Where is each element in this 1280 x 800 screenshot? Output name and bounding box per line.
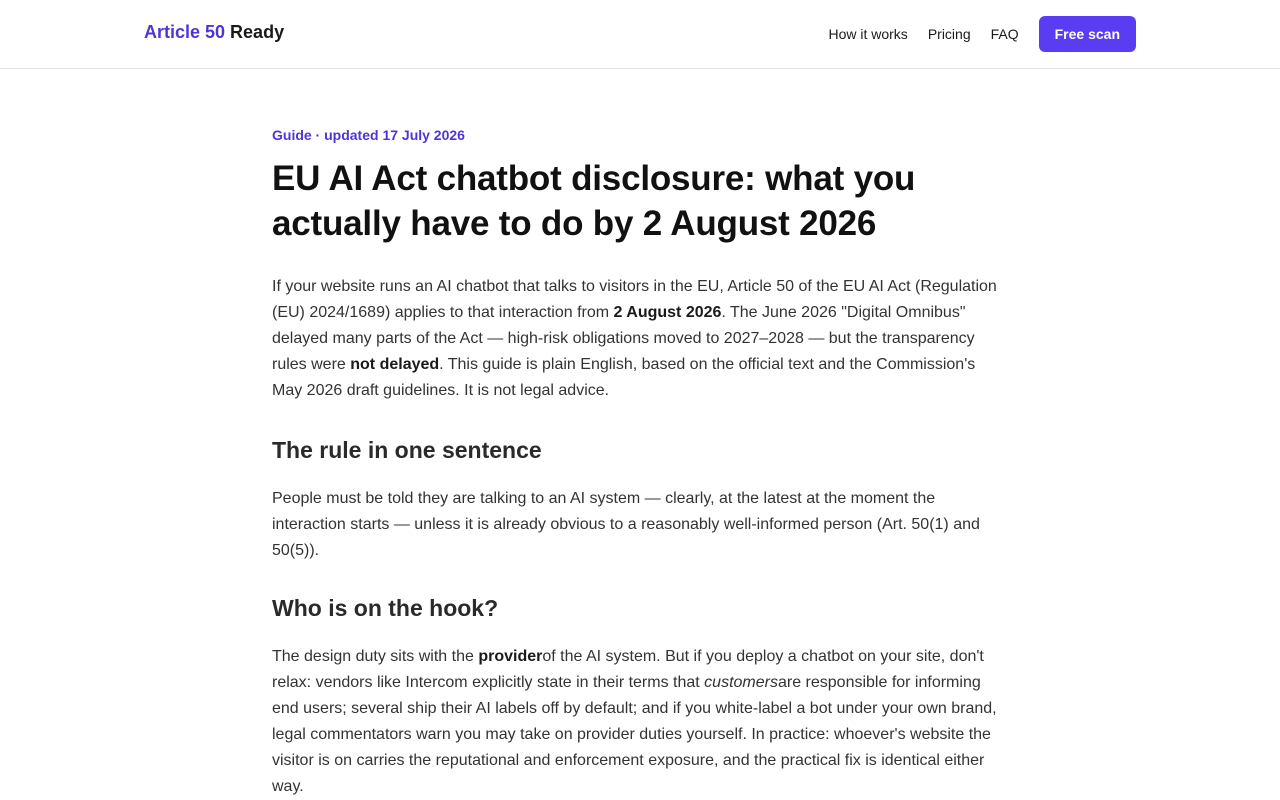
- brand-accent-text: Article 50: [144, 22, 226, 42]
- who-customers-italic: customers: [704, 674, 778, 691]
- nav-link-how-it-works[interactable]: How it works: [828, 26, 908, 42]
- intro-text-1: If your website runs an AI chatbot that talks to visitors in the EU, Article 50 of the EU AI Act (Regulation (EU) 2024/1689) applies to that interaction from: [272, 278, 997, 321]
- page-title: EU AI Act chatbot disclosure: what you actually have to do by 2 August 2026: [272, 159, 916, 243]
- who-text-3: are responsible for informing end users; several ship their AI labels off by default; and if you white-label a bot under your own brand, legal commentators warn you may take on provider duties yourself. In practice: whoever's website the visitor is on carries the reputational and enforcement exposure, and the practical fix is identical either way.: [272, 674, 997, 795]
- brand-rest-text: Ready: [225, 22, 285, 42]
- who-paragraph: [272, 644, 1002, 800]
- who-provider-bold: provider: [478, 648, 543, 665]
- intro-deadline-bold: 2 August 2026: [613, 304, 722, 321]
- nav-link-pricing[interactable]: Pricing: [927, 26, 971, 42]
- section-heading-rule: The rule in one sentence: [272, 437, 542, 463]
- who-text-1: The design duty sits with the: [272, 648, 479, 665]
- rule-paragraph: People must be told they are talking to an AI system — clearly, at the latest at the moment the interaction starts — unless it is already obvious to a reasonably well-informed person (Art. 50(1) and 50(5)).: [272, 490, 980, 559]
- intro-text-3: . This guide is plain English, based on the official text and the Commission's May 2026 draft guidelines. It is not legal advice.: [272, 356, 976, 399]
- site-header: [0, 0, 1280, 69]
- section-heading-who: Who is on the hook?: [272, 595, 499, 621]
- main-nav: [828, 16, 1136, 52]
- intro-paragraph: [272, 274, 1002, 404]
- brand-logo-link[interactable]: [144, 22, 284, 43]
- free-scan-button[interactable]: Free scan: [1039, 16, 1136, 52]
- article: [272, 126, 1002, 800]
- nav-link-faq[interactable]: FAQ: [990, 26, 1019, 42]
- intro-text-2: . The June 2026 "Digital Omnibus" delayed many parts of the Act — high-risk obligations moved to 2027–2028 — but the transparency rules were: [272, 304, 975, 373]
- intro-not-delayed-bold: not delayed: [350, 356, 440, 373]
- who-text-2: of the AI system. But if you deploy a chatbot on your site, don't relax: vendors like Intercom explicitly state in their terms that: [272, 648, 984, 691]
- article-eyebrow: Guide · updated 17 July 2026: [272, 127, 465, 143]
